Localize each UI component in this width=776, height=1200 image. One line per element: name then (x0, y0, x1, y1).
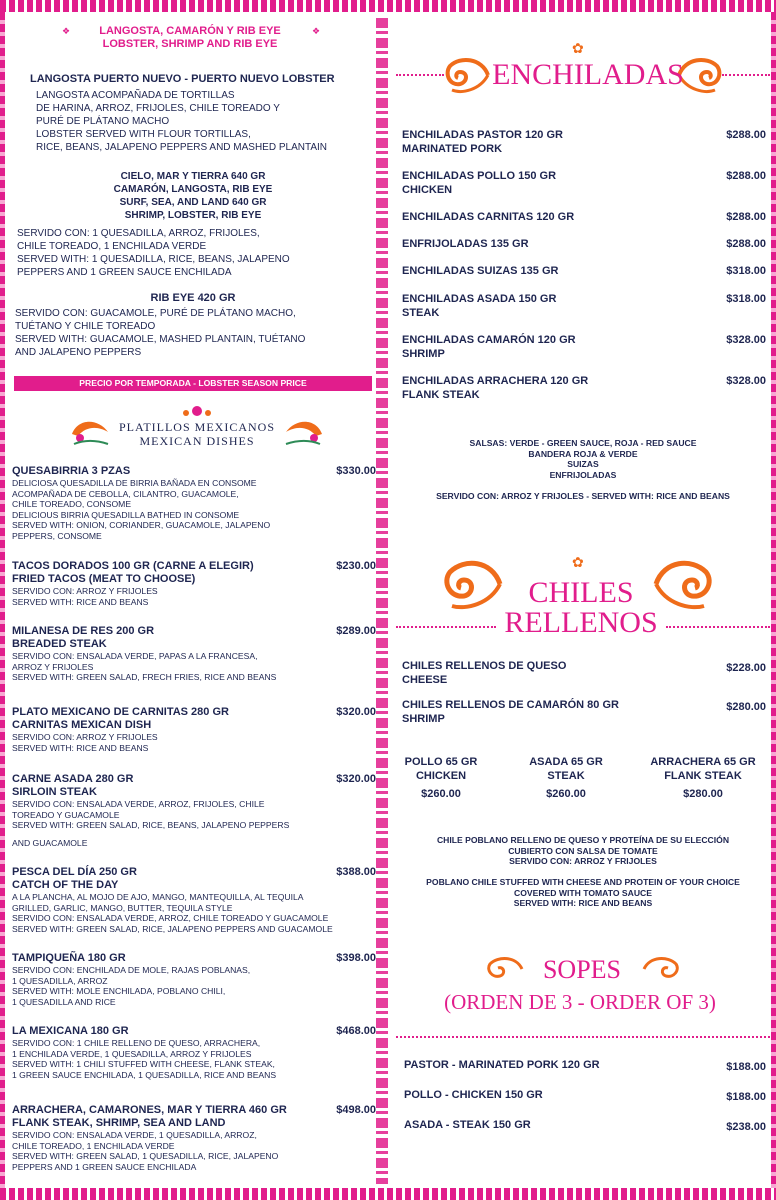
enchilada-price: $288.00 (726, 170, 766, 182)
ornament-icon: ❖ (312, 26, 321, 36)
platillos-heading-line2: MEXICAN DISHES (139, 434, 255, 448)
dish-description-line: SERVED WITH: 1 CHILI STUFFED WITH CHEESE, FLANK STEAK, (12, 1059, 275, 1070)
dish-description-line: SERVED WITH: MOLE ENCHILADA, POBLANO CHILI, (12, 986, 226, 997)
dish-price: $289.00 (336, 625, 376, 637)
dish-price: $398.00 (336, 952, 376, 964)
dish-title-line: CATCH OF THE DAY (12, 879, 119, 891)
dish-description-line: PEPPERS, CONSOME (12, 530, 102, 541)
swirl-ornament-icon (484, 954, 524, 984)
protein-name-line: POLLO 65 GR (404, 756, 478, 768)
dish-description (12, 732, 376, 753)
top-border (0, 0, 776, 12)
dish-description-line: SERVED WITH: GREEN SALAD, FRECH FRIES, RICE AND BEANS (12, 672, 277, 683)
cielo-title-line: CIELO, MAR Y TIERRA 640 GR (120, 171, 266, 182)
dish-price: $498.00 (336, 1104, 376, 1116)
flower-icon: ✿ (572, 40, 584, 56)
description-line: PEPPERS AND 1 GREEN SAUCE ENCHILADA (17, 267, 232, 278)
description-line: LOBSTER SERVED WITH FLOUR TORTILLAS, (36, 129, 251, 140)
enchilada-name-line: SHRIMP (402, 347, 445, 360)
enchilada-price: $328.00 (726, 334, 766, 346)
lobster-header (60, 25, 320, 51)
dish-description-line: 1 QUESADILLA AND RICE (12, 996, 116, 1007)
left-border (0, 12, 5, 1188)
description-line: CHILE TOREADO, 1 ENCHILADA VERDE (17, 241, 207, 252)
dish-title-line: FLANK STEAK, SHRIMP, SEA AND LAND (12, 1117, 226, 1129)
dish-description-line: SERVED WITH: GREEN SALAD, RICE, JALAPENO PEPPERS AND GUACAMOLE (12, 923, 333, 934)
description-line: PURÉ DE PLÁTANO MACHO (36, 116, 170, 127)
protein-price: $260.00 (421, 788, 461, 800)
dish-item (12, 706, 376, 753)
dish-title-line: MILANESA DE RES 200 GR (12, 625, 155, 637)
protein-price: $280.00 (683, 788, 723, 800)
enchilada-price: $288.00 (726, 238, 766, 250)
dish-description-line: SERVED WITH: RICE AND BEANS (12, 742, 149, 753)
dish-description-line: SERVIDO CON: ENSALADA VERDE, ARROZ, CHILE TOREADO Y GUACAMOLE (12, 913, 329, 924)
dotted-rule (396, 74, 444, 76)
dish-description-line: SERVIDO CON: ENSALADA VERDE, PAPAS A LA FRANCESA, (12, 651, 258, 661)
protein-option (379, 756, 503, 800)
dish-item (12, 1025, 376, 1080)
dish-description-line: CHILE TOREADO, CONSOME (12, 499, 132, 510)
cielo-description (17, 227, 290, 279)
dish-description (12, 799, 376, 848)
swirl-ornament-icon (442, 52, 492, 98)
dish-title-line: CARNE ASADA 280 GR (12, 773, 134, 785)
sope-price: $238.00 (726, 1121, 766, 1133)
dish-price: $320.00 (336, 773, 376, 785)
dish-title (12, 465, 376, 478)
dish-description-line: DELICIOSA QUESADILLA DE BIRRIA BAÑADA EN CONSOME (12, 478, 257, 488)
sope-item (404, 1059, 766, 1072)
chiles-heading (496, 578, 666, 638)
enchilada-name-line: STEAK (402, 306, 440, 319)
sope-price: $188.00 (726, 1091, 766, 1103)
dish-description-line: TOREADO Y GUACAMOLE (12, 809, 120, 820)
enchilada-item (402, 211, 766, 225)
poblano-line: SERVED WITH: RICE AND BEANS (513, 898, 653, 909)
enchilada-name-line: ENCHILADAS ASADA 150 GR (402, 293, 557, 305)
enchilada-price: $288.00 (726, 129, 766, 141)
sope-name: PASTOR - MARINATED PORK 120 GR (404, 1059, 600, 1071)
poblano-line: CHILE POBLANO RELLENO DE QUESO Y PROTEÍNA DE SU ELECCIÓN (436, 835, 730, 845)
dish-description-line: A LA PLANCHA, AL MOJO DE AJO, MANGO, MANTEQUILLA, AL TEQUILA (12, 892, 304, 902)
protein-name-line: FLANK STEAK (664, 769, 742, 782)
langosta-title: LANGOSTA PUERTO NUEVO - PUERTO NUEVO LOBSTER (30, 73, 335, 85)
swirl-ornament-icon (440, 554, 504, 616)
cielo-title-line: CAMARÓN, LANGOSTA, RIB EYE (113, 184, 273, 195)
dish-description-line: ARROZ Y FRIJOLES (12, 661, 94, 672)
dish-title (12, 952, 376, 965)
enchilada-name-line: ENCHILADAS POLLO 150 GR (402, 170, 557, 182)
dish-title-line: FRIED TACOS (MEAT TO CHOOSE) (12, 573, 196, 585)
dish-item (12, 465, 376, 542)
cielo-title-line: SHRIMP, LOBSTER, RIB EYE (124, 210, 262, 221)
enchilada-item (402, 170, 766, 197)
dotted-rule (722, 74, 770, 76)
dish-description (12, 965, 376, 1007)
enchilada-name-line: ENCHILADAS PASTOR 120 GR (402, 129, 563, 141)
enchilada-price: $328.00 (726, 375, 766, 387)
description-line: SERVIDO CON: GUACAMOLE, PURÉ DE PLÁTANO MACHO, (15, 308, 296, 319)
salsas-note (398, 438, 768, 480)
dish-description-line: CHILE TOREADO, 1 ENCHILADA VERDE (12, 1140, 175, 1151)
protein-name-line: ARRACHERA 65 GR (650, 756, 756, 768)
langosta-description (36, 89, 327, 154)
ornament-icon: ❖ (62, 26, 71, 36)
platillos-heading-line1: PLATILLOS MEXICANOS (118, 420, 275, 434)
dish-title (12, 1104, 376, 1130)
salsa-line: BANDERA ROJA & VERDE (528, 448, 638, 459)
dish-item (12, 773, 376, 848)
dish-title-line: PESCA DEL DÍA 250 GR (12, 866, 137, 878)
dish-title-line: SIRLOIN STEAK (12, 786, 97, 798)
description-line: SERVED WITH: 1 QUESADILLA, RICE, BEANS, JALAPENO (17, 254, 290, 265)
dish-description-line: AND GUACAMOLE (12, 837, 88, 848)
dish-title (12, 706, 376, 732)
dish-title-line: TACOS DORADOS 100 GR (CARNE A ELEGIR) (12, 560, 254, 572)
dish-description-line: SERVIDO CON: ARROZ Y FRIJOLES (12, 732, 158, 742)
platillos-heading (68, 414, 328, 450)
poblano-line: COVERED WITH TOMATO SAUCE (514, 887, 652, 898)
dish-item (12, 560, 376, 607)
dish-description-line: GRILLED, GARLIC, MANGO, BUTTER, TEQUILA STYLE (12, 902, 233, 913)
dish-description-line: 1 GREEN SAUCE ENCHILADA, 1 QUESADILLA, RICE AND BEANS (12, 1069, 277, 1080)
dish-item (12, 625, 376, 683)
dish-description-line: SERVIDO CON: ENCHILADA DE MOLE, RAJAS POBLANAS, (12, 965, 251, 975)
chile-name-line: CHILES RELLENOS DE QUESO (402, 660, 567, 672)
dish-price: $468.00 (336, 1025, 376, 1037)
salsa-line: SALSAS: VERDE - GREEN SAUCE, ROJA - RED SAUCE (469, 438, 697, 448)
dish-item (12, 952, 376, 1007)
dish-description-line: 1 ENCHILADA VERDE, 1 QUESADILLA, ARROZ Y FRIJOLES (12, 1048, 252, 1059)
chile-item (402, 660, 766, 687)
flower-icon (177, 404, 217, 418)
dish-title (12, 1025, 376, 1038)
enchilada-item (402, 293, 766, 320)
lobster-header-line2: LOBSTER, SHRIMP AND RIB EYE (102, 38, 278, 50)
protein-option (504, 756, 628, 800)
description-line: LANGOSTA ACOMPAÑADA DE TORTILLAS (36, 90, 235, 101)
ribeye-description (15, 307, 305, 359)
protein-name-line: CHICKEN (415, 769, 467, 782)
dish-price: $230.00 (336, 560, 376, 572)
flower-icon: ✿ (572, 554, 584, 570)
dish-title (12, 560, 376, 586)
dish-description-line: SERVIDO CON: ENSALADA VERDE, ARROZ, FRIJOLES, CHILE (12, 799, 265, 809)
lobster-header-line1: LANGOSTA, CAMARÓN Y RIB EYE (99, 25, 281, 37)
protein-price: $260.00 (546, 788, 586, 800)
chile-price: $228.00 (726, 662, 766, 674)
dish-item (12, 866, 376, 934)
enchilada-name-line: CHICKEN (402, 183, 453, 196)
dish-description (12, 1130, 376, 1172)
enchilada-name-line: FLANK STEAK (402, 388, 480, 401)
poblano-line: POBLANO CHILE STUFFED WITH CHEESE AND PROTEIN OF YOUR CHOICE (426, 877, 740, 887)
dish-description-line: 1 QUESADILLA, ARROZ (12, 975, 108, 986)
enchiladas-heading: ENCHILADAS (492, 58, 684, 91)
dish-description-line: SERVIDO CON: 1 CHILE RELLENO DE QUESO, ARRACHERA, (12, 1038, 261, 1048)
description-line: AND JALAPENO PEPPERS (15, 347, 142, 358)
dish-price: $320.00 (336, 706, 376, 718)
sope-name: ASADA - STEAK 150 GR (404, 1119, 531, 1131)
dish-price: $330.00 (336, 465, 376, 477)
dish-description (12, 1038, 376, 1080)
dotted-rule (396, 1036, 770, 1038)
dish-description-line: SERVIDO CON: ARROZ Y FRIJOLES (12, 586, 158, 596)
poblano-description-es (398, 835, 768, 867)
enchilada-name-line: ENFRIJOLADAS 135 GR (402, 238, 529, 250)
sope-item (404, 1119, 766, 1132)
salsa-line: SUIZAS (567, 459, 599, 470)
enchilada-name-line: ENCHILADAS ARRACHERA 120 GR (402, 375, 589, 387)
column-divider (376, 18, 388, 1184)
dish-description-line (12, 831, 376, 838)
enchilada-item (402, 129, 766, 156)
enchilada-price: $288.00 (726, 211, 766, 223)
chile-item (402, 699, 766, 726)
dotted-rule (666, 626, 770, 628)
salsa-line: ENFRIJOLADAS (549, 469, 617, 480)
cielo-title (14, 170, 372, 222)
dish-description-line: SERVED WITH: GREEN SALAD, RICE, BEANS, JALAPENO PEPPERS (12, 820, 290, 831)
enchilada-name-line: ENCHILADAS SUIZAS 135 GR (402, 265, 559, 277)
bottom-border (0, 1188, 776, 1200)
dish-title (12, 625, 376, 651)
dish-description-line: SERVED WITH: RICE AND BEANS (12, 596, 149, 607)
dish-description-line: PEPPERS AND 1 GREEN SAUCE ENCHILADA (12, 1161, 197, 1172)
dish-title-line: CARNITAS MEXICAN DISH (12, 719, 152, 731)
dish-description-line: SERVED WITH: ONION, CORIANDER, GUACAMOLE, JALAPENO (12, 520, 271, 531)
chile-price: $280.00 (726, 701, 766, 713)
dish-description-line: DELICIOUS BIRRIA QUESADILLA BATHED IN CONSOME (12, 509, 240, 520)
description-line: RICE, BEANS, JALAPENO PEPPERS AND MASHED PLANTAIN (36, 142, 328, 153)
enchiladas-served-note: SERVIDO CON: ARROZ Y FRIJOLES - SERVED WITH: RICE AND BEANS (436, 491, 730, 501)
dish-title-line: LA MEXICANA 180 GR (12, 1025, 129, 1037)
enchilada-item (402, 375, 766, 402)
protein-option (641, 756, 765, 800)
chile-name-line: CHILES RELLENOS DE CAMARÓN 80 GR (402, 699, 619, 711)
dish-description (12, 892, 376, 934)
dish-description-line: SERVIDO CON: ENSALADA VERDE, 1 QUESADILLA, ARROZ, (12, 1130, 257, 1140)
enchilada-item (402, 265, 766, 279)
sope-item (404, 1089, 766, 1102)
dish-price: $388.00 (336, 866, 376, 878)
cielo-title-line: SURF, SEA, AND LAND 640 GR (119, 197, 267, 208)
protein-name-line: ASADA 65 GR (529, 756, 603, 768)
poblano-description-en (398, 877, 768, 909)
dish-item (12, 1104, 376, 1172)
swirl-ornament-icon (642, 954, 682, 984)
dish-description (12, 651, 376, 683)
dish-title-line: BREADED STEAK (12, 638, 107, 650)
enchilada-price: $318.00 (726, 265, 766, 277)
description-line: SERVED WITH: GUACAMOLE, MASHED PLANTAIN, TUÉTANO (15, 334, 306, 345)
dish-title-line: PLATO MEXICANO DE CARNITAS 280 GR (12, 706, 229, 718)
dotted-rule (396, 626, 496, 628)
poblano-line: SERVIDO CON: ARROZ Y FRIJOLES (509, 856, 657, 867)
chile-name-line: CHEESE (402, 673, 448, 686)
protein-name-line: STEAK (547, 769, 585, 782)
dish-description-line: SERVED WITH: GREEN SALAD, 1 QUESADILLA, RICE, JALAPENO (12, 1151, 279, 1162)
description-line: DE HARINA, ARROZ, FRIJOLES, CHILE TOREADO Y (36, 103, 280, 114)
sopes-heading: SOPES (542, 955, 622, 984)
enchilada-item (402, 334, 766, 361)
chile-name-line: SHRIMP (402, 712, 445, 725)
enchilada-item (402, 238, 766, 252)
description-line: SERVIDO CON: 1 QUESADILLA, ARROZ, FRIJOLES, (17, 228, 260, 239)
dish-title-line: QUESABIRRIA 3 PZAS (12, 465, 131, 477)
description-line: TUÉTANO Y CHILE TOREADO (15, 321, 156, 332)
sope-price: $188.00 (726, 1061, 766, 1073)
dish-description (12, 478, 376, 542)
enchilada-name-line: ENCHILADAS CARNITAS 120 GR (402, 211, 575, 223)
dish-title (12, 773, 376, 799)
right-border (771, 12, 776, 1188)
sope-name: POLLO - CHICKEN 150 GR (404, 1089, 543, 1101)
ribeye-title: RIB EYE 420 GR (150, 292, 236, 304)
enchilada-price: $318.00 (726, 293, 766, 305)
season-price-banner: PRECIO POR TEMPORADA - LOBSTER SEASON PRICE (14, 376, 372, 391)
dish-description-line: ACOMPAÑADA DE CEBOLLA, CILANTRO, GUACAMOLE, (12, 488, 239, 499)
chiles-heading-line1: CHILES (528, 576, 634, 609)
poblano-line: CUBIERTO CON SALSA DE TOMATE (508, 845, 658, 856)
dish-title-line: TAMPIQUEÑA 180 GR (12, 952, 126, 964)
dish-description (12, 586, 376, 607)
dish-title (12, 866, 376, 892)
chiles-heading-line2: RELLENOS (504, 606, 658, 639)
sopes-subheading: (ORDEN DE 3 - ORDER OF 3) (444, 990, 716, 1014)
dish-title-line: ARRACHERA, CAMARONES, MAR Y TIERRA 460 GR (12, 1104, 287, 1116)
enchilada-name-line: MARINATED PORK (402, 142, 503, 155)
enchilada-name-line: ENCHILADAS CAMARÓN 120 GR (402, 334, 576, 346)
